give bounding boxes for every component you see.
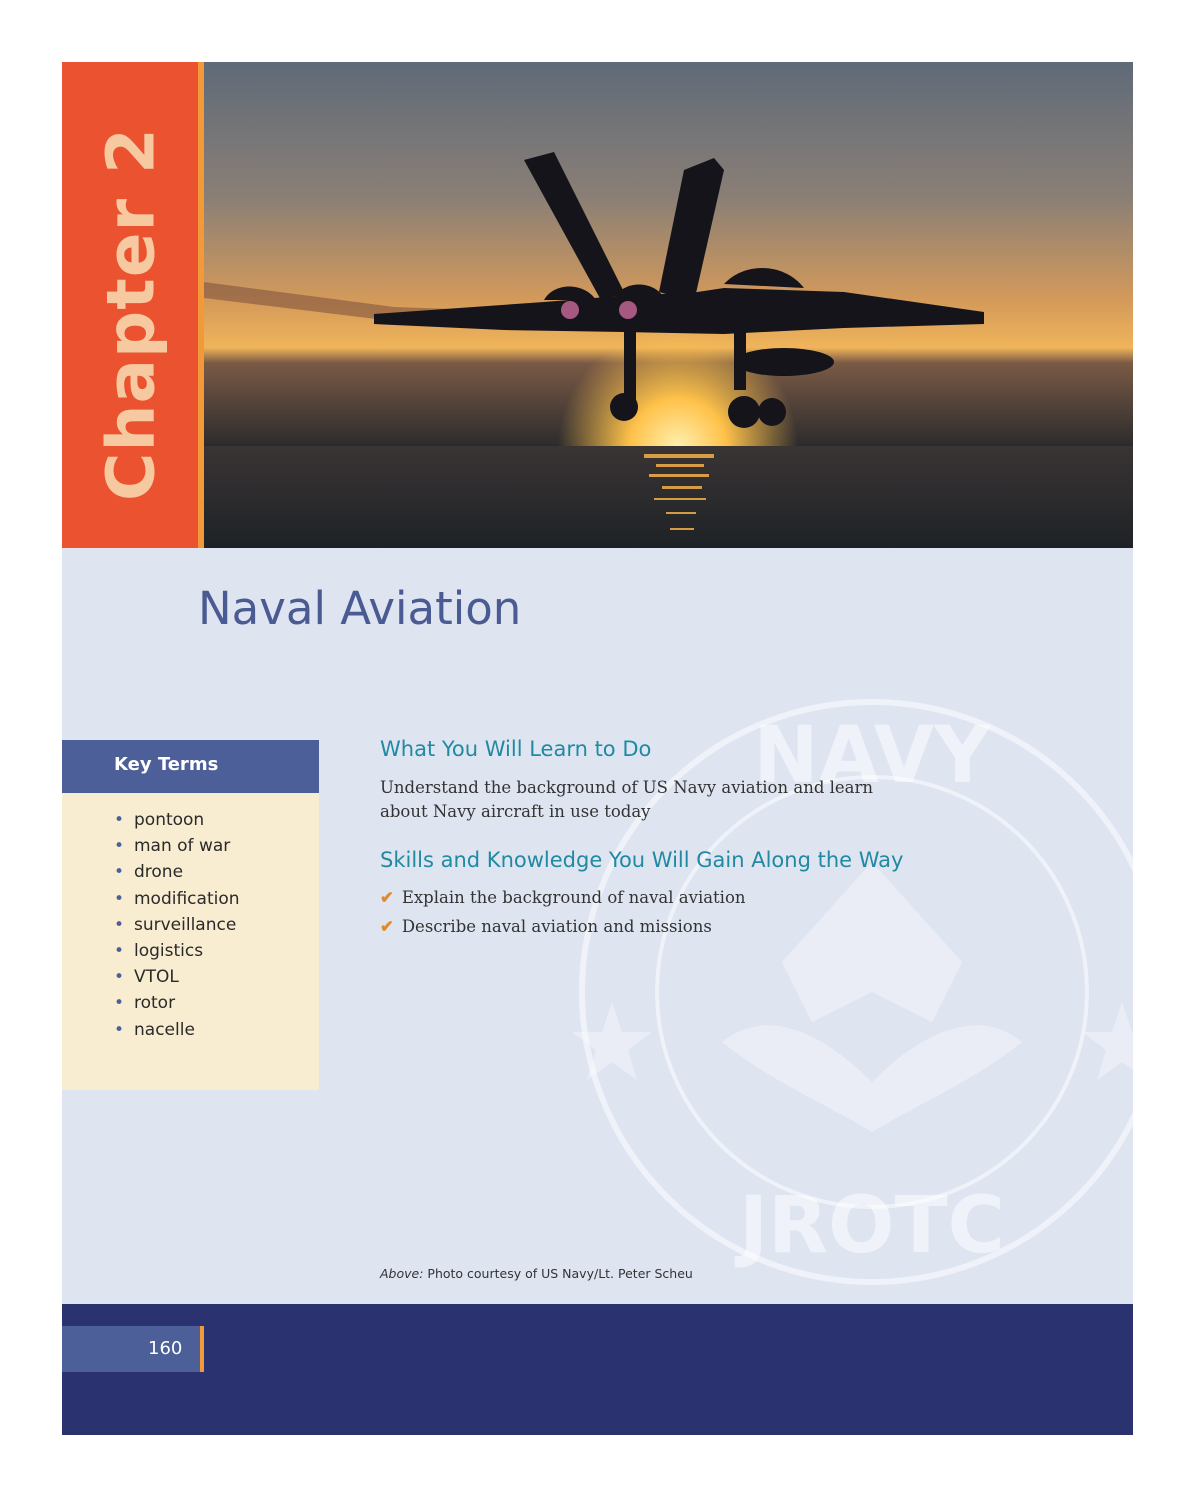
jet-sunset-photo <box>204 62 1133 548</box>
page-number: 160 <box>148 1338 183 1359</box>
skills-item-text: Describe naval aviation and missions <box>401 917 712 936</box>
watermark-top-text: NAVY <box>753 711 991 801</box>
key-terms-title: Key Terms <box>114 754 219 775</box>
key-term: • VTOL <box>114 964 319 990</box>
skills-item <box>380 917 712 936</box>
key-term: • man of war <box>114 833 319 859</box>
key-term: • pontoon <box>114 807 319 833</box>
watermark-bottom-text: JROTC <box>739 1181 1005 1271</box>
caption-text: Photo courtesy of US Navy/Lt. Peter Scheu <box>423 1266 693 1281</box>
skills-item-text: Explain the background of naval aviation <box>401 888 746 907</box>
skills-heading: Skills and Knowledge You Will Gain Along the Way <box>380 848 904 872</box>
photo-caption <box>380 1266 693 1281</box>
page-number-accent <box>200 1326 204 1372</box>
key-term: • logistics <box>114 938 319 964</box>
key-term: • rotor <box>114 990 319 1016</box>
chapter-label: Chapter 2 <box>92 127 170 501</box>
check-icon: ✔ <box>380 917 394 936</box>
key-term: • drone <box>114 859 319 885</box>
learn-text: Understand the background of US Navy aviation and learn about Navy aircraft in use today <box>380 778 874 821</box>
key-term: • nacelle <box>114 1017 319 1043</box>
caption-lead: Above: <box>380 1266 424 1281</box>
key-terms-list <box>62 793 319 1043</box>
key-terms-box <box>62 793 319 1090</box>
learn-heading: What You Will Learn to Do <box>380 737 652 761</box>
page-footer <box>62 1304 1133 1435</box>
page <box>62 62 1133 1435</box>
check-icon: ✔ <box>380 888 394 907</box>
key-term: • modification <box>114 886 319 912</box>
chapter-title: Naval Aviation <box>198 582 522 635</box>
skills-item <box>380 888 746 907</box>
chapter-tab <box>62 62 200 548</box>
key-terms-header <box>62 740 319 793</box>
key-term: • surveillance <box>114 912 319 938</box>
